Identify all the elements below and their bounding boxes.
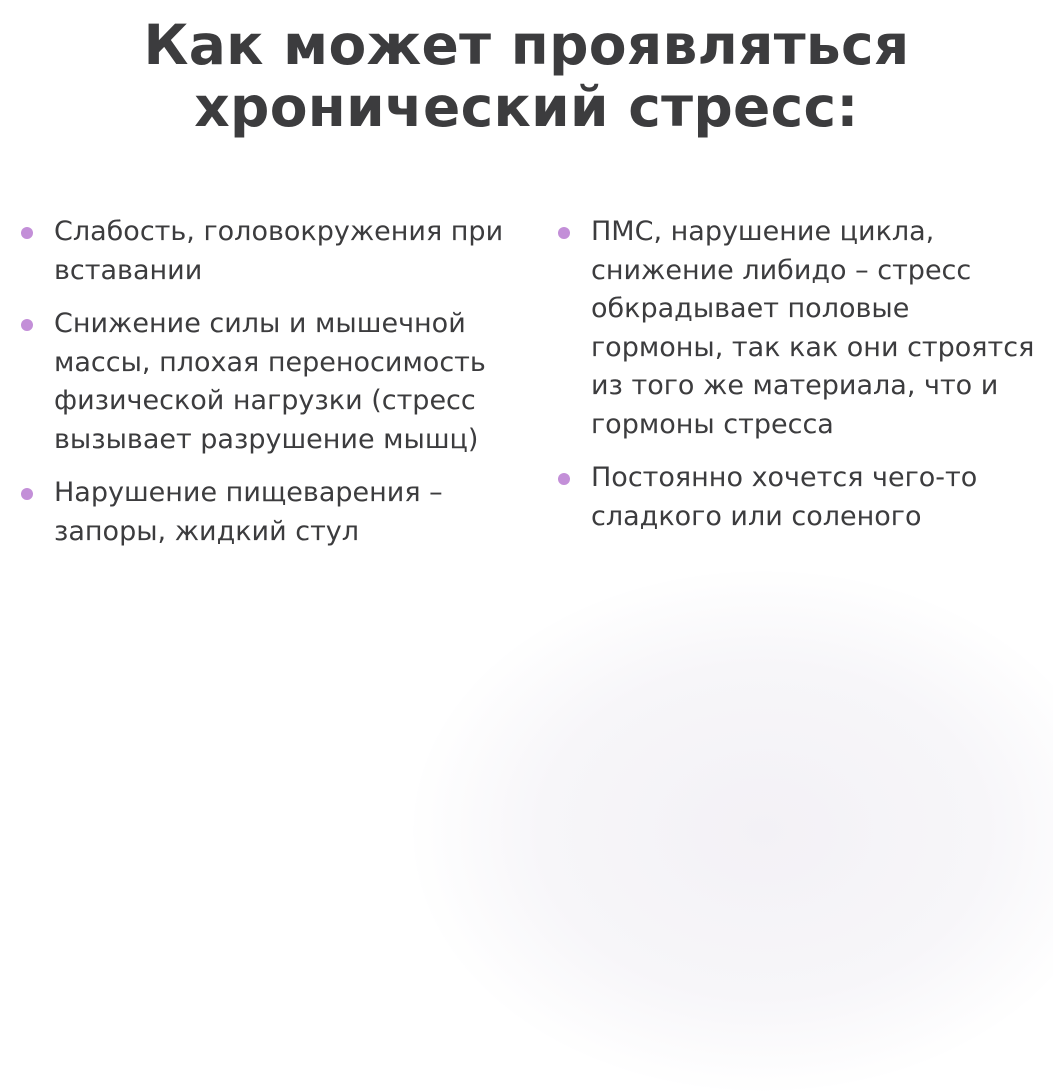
bullet-dot-icon	[21, 488, 33, 500]
bullet-dot-icon	[21, 319, 33, 331]
list-item	[18, 213, 513, 290]
symptom-list-right	[555, 213, 1045, 551]
list-item	[555, 459, 1045, 536]
list-item-text: ПМС, нарушение цикла, снижение либидо – стресс обкрадывает половые гормоны, так как они строятся из того же материала, что и гормоны стресса	[591, 216, 1035, 440]
bullet-dot-icon	[558, 473, 570, 485]
list-item	[18, 305, 513, 459]
list-item-text: Нарушение пищеварения – запоры, жидкий стул	[54, 477, 443, 547]
list-item-text: Постоянно хочется чего-то сладкого или соленого	[591, 462, 978, 532]
list-item	[555, 213, 1045, 444]
background-glow	[413, 571, 1053, 1091]
slide-title-line-2: хронический стресс:	[194, 75, 859, 139]
bullet-dot-icon	[558, 227, 570, 239]
slide-title	[0, 14, 1053, 138]
list-item-text: Снижение силы и мышечной массы, плохая переносимость физической нагрузки (стресс вызывает разрушение мышц)	[54, 308, 486, 455]
list-item-text: Слабость, головокружения при вставании	[54, 216, 504, 286]
list-item	[18, 474, 513, 551]
bullet-dot-icon	[21, 227, 33, 239]
symptom-list-left	[18, 213, 513, 566]
slide-title-line-1: Как может проявляться	[143, 13, 910, 77]
